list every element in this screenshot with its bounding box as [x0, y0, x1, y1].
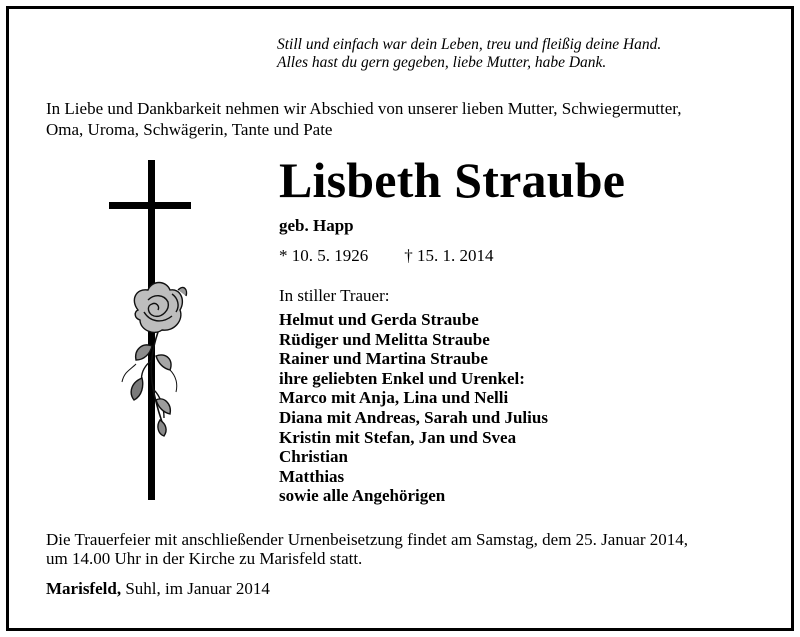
- mourner-line: Marco mit Anja, Lina und Nelli: [279, 388, 509, 408]
- quote-line: Alles hast du gern gegeben, liebe Mutter, habe Dank.: [277, 54, 607, 71]
- place-and-date: [46, 579, 270, 599]
- place-town: Marisfeld,: [46, 579, 122, 598]
- mourners-list: [279, 310, 548, 506]
- birth-date: * 10. 5. 1926: [279, 246, 369, 265]
- mourner-line: Helmut und Gerda Straube: [279, 310, 479, 329]
- mourner-line: Christian: [279, 447, 348, 467]
- intro-line: In Liebe und Dankbarkeit nehmen wir Abschied von unserer lieben Mutter, Schwiegermutter,: [46, 99, 682, 118]
- death-date: † 15. 1. 2014: [404, 246, 494, 265]
- maiden-name: geb. Happ: [279, 216, 354, 235]
- intro-line: Oma, Uroma, Schwägerin, Tante und Pate: [46, 120, 333, 139]
- mourner-line: Rüdiger und Melitta Straube: [279, 329, 490, 349]
- mourner-line: ihre geliebten Enkel und Urenkel:: [279, 368, 525, 388]
- mourner-line: Diana mit Andreas, Sarah und Julius: [279, 407, 548, 427]
- mourner-line: Kristin mit Stefan, Jan und Svea: [279, 427, 517, 447]
- funeral-line: um 14.00 Uhr in der Kirche zu Marisfeld statt.: [46, 549, 363, 568]
- intro-text: [46, 98, 766, 140]
- cross-with-rose-illustration: [100, 160, 210, 505]
- funeral-line: Die Trauerfeier mit anschließender Urnenbeisetzung findet am Samstag, dem 25. Januar 2014,: [46, 530, 689, 549]
- funeral-info: [46, 530, 688, 568]
- quote-line: Still und einfach war dein Leben, treu und fleißig deine Hand.: [277, 36, 662, 53]
- life-dates: [279, 246, 494, 266]
- mourner-line: sowie alle Angehörigen: [279, 486, 446, 506]
- place-rest: Suhl, im Januar 2014: [121, 579, 270, 598]
- deceased-name: Lisbeth Straube: [279, 152, 626, 208]
- mourner-line: Rainer und Martina Straube: [279, 349, 488, 369]
- mourning-label: In stiller Trauer:: [279, 286, 390, 305]
- memorial-quote: [277, 36, 661, 72]
- mourner-line: Matthias: [279, 466, 345, 486]
